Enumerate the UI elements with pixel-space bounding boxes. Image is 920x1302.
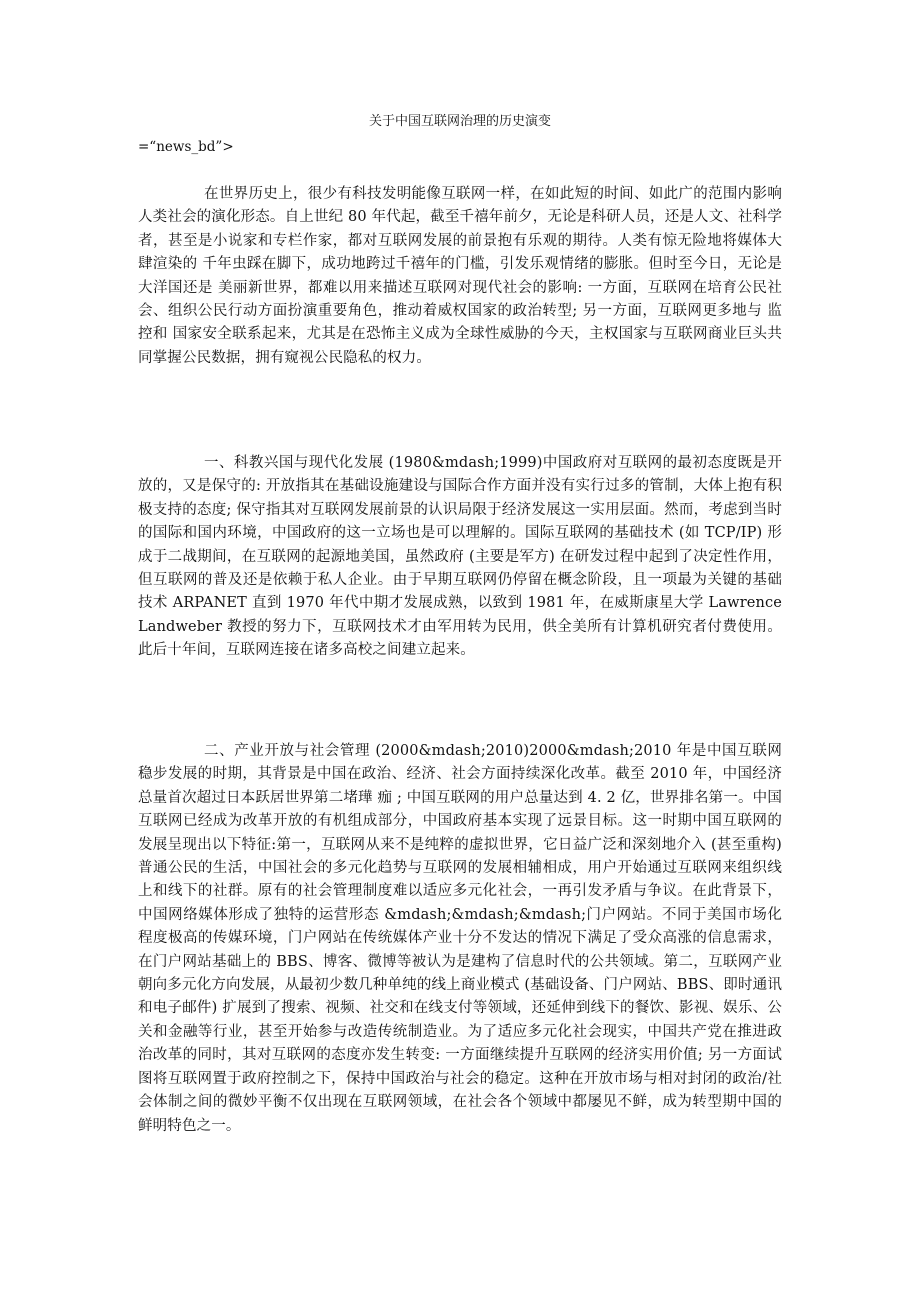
- stray-attribute-text: =“news_bd”>: [138, 139, 234, 155]
- document-title: 关于中国互联网治理的历史演变: [368, 114, 551, 129]
- paragraph-section-1: 一、科教兴国与现代化发展 (1980&mdash;1999)中国政府对互联网的最初态度既是开放的，又是保守的: 开放指其在基础设施建设与国际合作方面并没有实行过多的管制，大体上抱有积极支持的态度; 保守指其对互联网发展前景的认识局限于经济发展这一实用层面。然而，考虑到当时的国际和国内环境，中国政府的这一立场也是可以理解的。国际互联网的基础技术 (如 TCP/IP) 形成于二战期间，在互联网的起源地美国，虽然政府 (主要是军方) 在研发过程中起到了决定性作用，但互联网的普及还是依赖于私人企业。由于早期互联网仍停留在概念阶段，且一项最为关键的基础技术 ARPANET 直到 1970 年代中期才发展成熟，以致到 1981 年，在威斯康星大学 Lawrence Landweber 教授的努力下，互联网技术才由军用转为民用，供全美所有计算机研究者付费使用。此后十年间，互联网连接在诸多高校之间建立起来。: [138, 455, 782, 659]
- paragraph-intro: 在世界历史上，很少有科技发明能像互联网一样，在如此短的时间、如此广的范围内影响人类社会的演化形态。自上世纪 80 年代起，截至千禧年前夕，无论是科研人员，还是人文、社科学者，甚至是小说家和专栏作家，都对互联网发展的前景抱有乐观的期待。人类有惊无险地将媒体大肆渲染的 千年虫踩在脚下，成功地跨过千禧年的门槛，引发乐观情绪的膨胀。但时至今日，无论是 大洋国还是 美丽新世界，都难以用来描述互联网对现代社会的影响: 一方面，互联网在培育公民社会、组织公民行动方面扮演重要角色，推动着威权国家的政治转型; 另一方面，互联网更多地与 监控和 国家安全联系起来，尤其是在恐怖主义成为全球性威胁的今天，主权国家与互联网商业巨头共同掌握公民数据，拥有窥视公民隐私的权力。: [138, 186, 782, 366]
- paragraph-section-2: 二、产业开放与社会管理 (2000&mdash;2010)2000&mdash;2010 年是中国互联网稳步发展的时期，其背景是中国在政治、经济、社会方面持续深化改革。截至 2010 年，中国经济总量首次超过日本跃居世界第二堵璍 痂 ; 中国互联网的用户总量达到 4. 2 亿，世界排名第一。中国互联网已经成为改革开放的有机组成部分，中国政府基本实现了远景目标。这一时期中国互联网的发展呈现出以下特征:第一，互联网从来不是纯粹的虚拟世界，它日益广泛和深刻地介入 (甚至重构) 普通公民的生活，中国社会的多元化趋势与互联网的发展相辅相成，用户开始通过互联网来组织线上和线下的社群。原有的社会管理制度难以适应多元化社会，一再引发矛盾与争议。在此背景下，中国网络媒体形成了独特的运营形态 &mdash;&mdash;&mdash;门户网站。不同于美国市场化程度极高的传媒环境，门户网站在传统媒体产业十分不发达的情况下满足了受众高涨的信息需求，在门户网站基础上的 BBS、博客、微博等被认为是建构了信息时代的公共领域。第二，互联网产业朝向多元化方向发展，从最初少数几种单纯的线上商业模式 (基础设备、门户网站、BBS、即时通讯和电子邮件) 扩展到了搜索、视频、社交和在线支付等领域，还延伸到线下的餐饮、影视、娱乐、公关和金融等行业，甚至开始参与改造传统制造业。为了适应多元化社会现实，中国共产党在推进政治改革的同时，其对互联网的态度亦发生转变: 一方面继续提升互联网的经济实用价值; 另一方面试图将互联网置于政府控制之下，保持中国政治与社会的稳定。这种在开放市场与相对封闭的政治/社会体制之间的微妙平衡不仅出现在互联网领域，在社会各个领域中都屡见不鲜，成为转型期中国的鲜明特色之一。: [138, 743, 782, 1134]
